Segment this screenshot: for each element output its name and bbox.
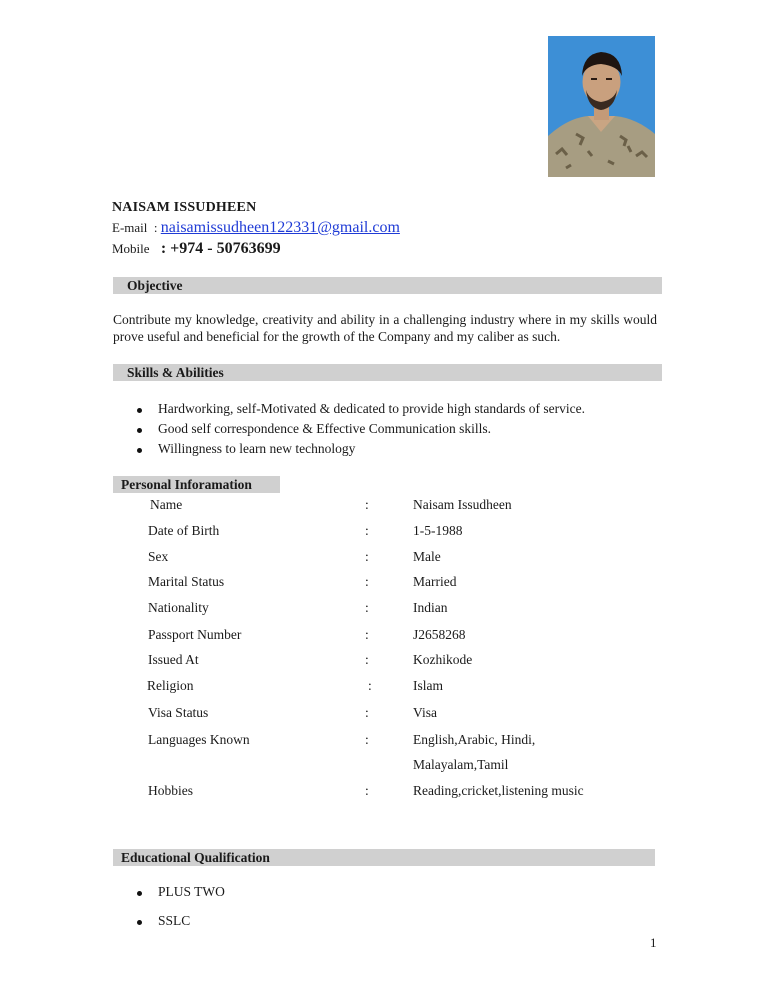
row-label: Languages Known (148, 732, 250, 747)
email-line (112, 219, 400, 237)
row-colon: : (365, 627, 369, 642)
row-value: Indian (413, 600, 448, 615)
objective-text: Contribute my knowledge, creativity and ability in a challenging industry where in my skills would prove useful and beneficial for the growth of the Company and my caliber as such. (113, 312, 657, 344)
row-colon: : (365, 732, 369, 747)
mobile-number: +974 - 50763699 (170, 240, 281, 257)
row-colon: : (368, 678, 372, 693)
row-value: Visa (413, 705, 437, 720)
row-colon: : (365, 705, 369, 720)
personal-info-heading: Personal Inforamation (113, 476, 280, 493)
row-value: English,Arabic, Hindi, (413, 732, 536, 747)
row-label: Issued At (148, 652, 199, 667)
row-value: Reading,cricket,listening music (413, 783, 584, 798)
skills-heading: Skills & Abilities (113, 364, 662, 381)
row-label: Visa Status (148, 705, 209, 720)
row-value: Islam (413, 678, 443, 693)
row-label: Passport Number (148, 627, 242, 642)
row-value: Naisam Issudheen (413, 497, 512, 512)
row-colon: : (365, 783, 369, 798)
mobile-separator: : (152, 240, 171, 257)
row-value: J2658268 (413, 627, 466, 642)
row-value: Male (413, 549, 441, 564)
profile-photo-image (548, 36, 655, 177)
list-item: PLUS TWO (135, 884, 435, 913)
skills-list (135, 401, 655, 461)
row-label: Hobbies (148, 783, 193, 798)
list-item: Good self correspondence & Effective Communication skills. (135, 421, 655, 441)
mobile-line (112, 240, 281, 258)
list-item: Willingness to learn new technology (135, 441, 655, 461)
row-label: Nationality (148, 600, 209, 615)
row-value: Married (413, 574, 457, 589)
row-label: Religion (147, 678, 194, 693)
row-label: Date of Birth (148, 523, 220, 538)
list-item: Hardworking, self-Motivated & dedicated to provide high standards of service. (135, 401, 655, 421)
page-number: 1 (650, 935, 657, 950)
row-colon: : (365, 574, 369, 589)
email-separator: : (150, 220, 161, 235)
education-heading: Educational Qualification (113, 849, 655, 866)
mobile-label: Mobile (112, 241, 150, 256)
candidate-name: NAISAM ISSUDHEEN (112, 200, 257, 215)
objective-heading: Objective (113, 277, 662, 294)
list-item: SSLC (135, 913, 435, 933)
row-colon: : (365, 600, 369, 615)
education-list (135, 884, 435, 933)
row-colon: : (365, 652, 369, 667)
row-label: Marital Status (148, 574, 225, 589)
row-value: 1-5-1988 (413, 523, 463, 538)
row-label: Sex (148, 549, 169, 564)
row-label: Name (150, 497, 183, 512)
row-colon: : (365, 549, 369, 564)
row-value: Kozhikode (413, 652, 473, 667)
row-colon: : (365, 497, 369, 512)
email-link[interactable]: naisamissudheen122331@gmail.com (160, 219, 400, 236)
row-colon: : (365, 523, 369, 538)
email-label: E-mail (112, 220, 148, 235)
profile-photo (548, 36, 655, 177)
row-value: Malayalam,Tamil (413, 757, 509, 772)
